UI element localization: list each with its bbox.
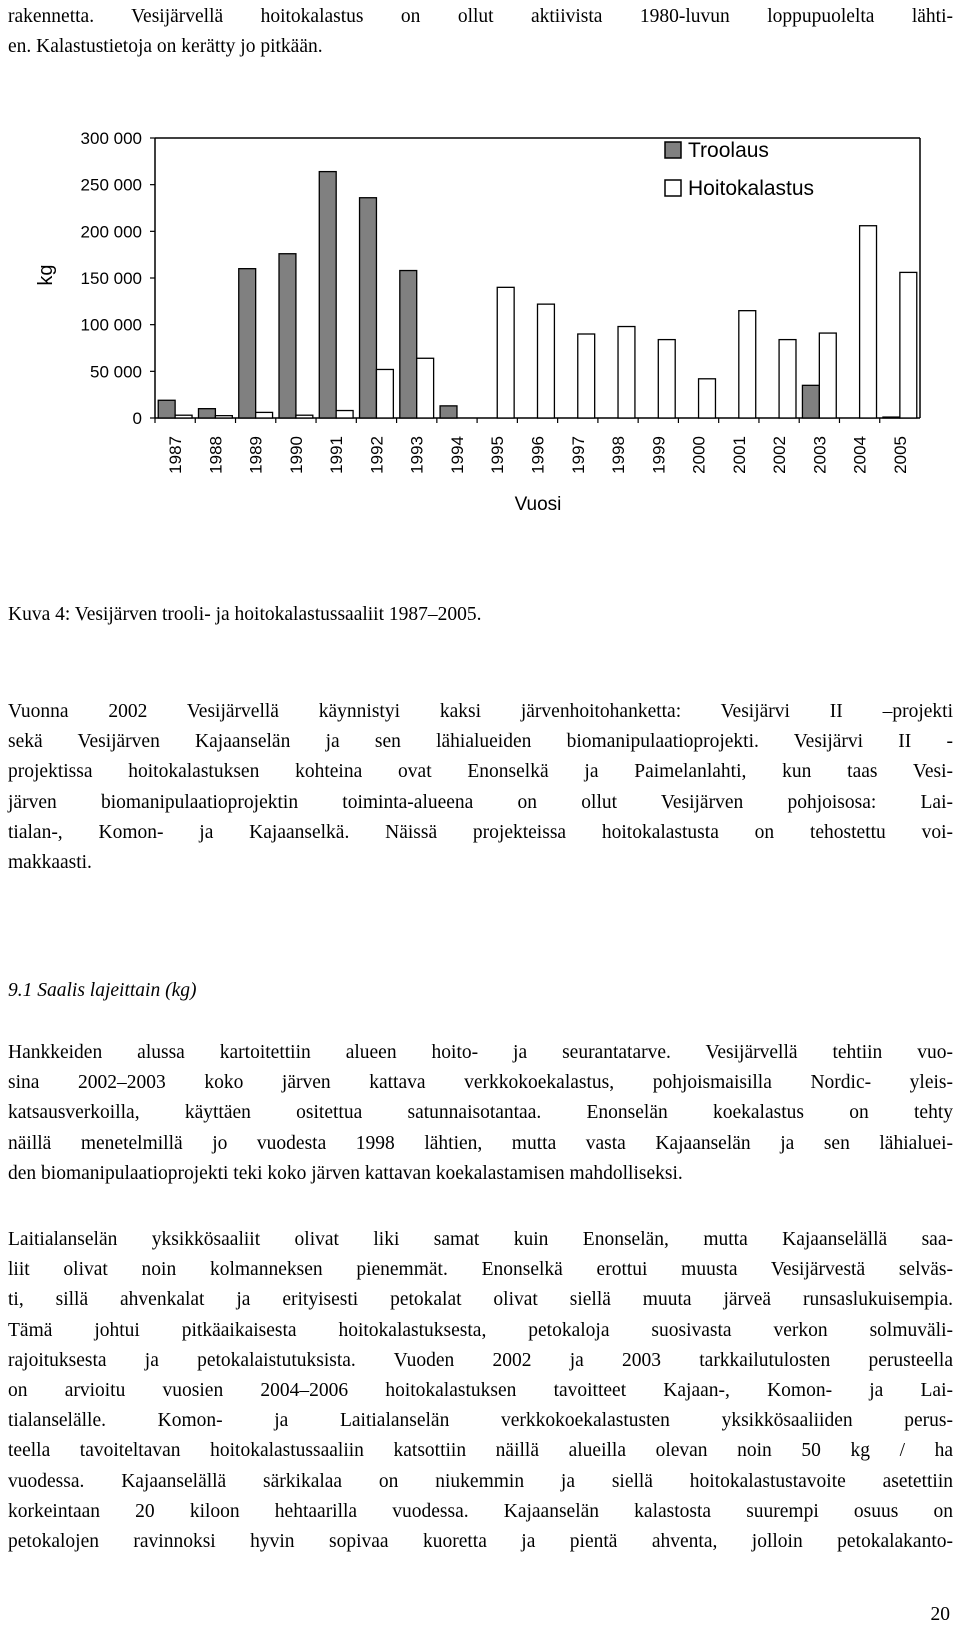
x-tick-label: 1999: [649, 436, 669, 474]
text-line: petokalojen ravinnoksi hyvin sopivaa kuoretta ja pientä ahventa, jolloin petokalakanto-: [8, 1531, 953, 1553]
text-line: näillä menetelmillä jo vuodesta 1998 lähtien, mutta vasta Kajaanselän ja sen lähialuei-: [8, 1132, 953, 1154]
bar-troolaus: [279, 254, 296, 418]
text-line: Tämä johtui pitkäaikaisesta hoitokalastuksesta, petokaloja suosivasta verkon solmuväli-: [8, 1319, 953, 1341]
text-line: korkeintaan 20 kiloon hehtaarilla vuodessa. Kajaanselän kalastosta suurempi osuus on: [8, 1500, 953, 1522]
bar-hoitokalastus: [739, 311, 756, 418]
text-line: rakennetta. Vesijärvellä hoitokalastus on ollut aktiivista 1980-luvun loppupuolelta lähti-: [8, 6, 953, 27]
y-tick-label: 200 000: [80, 222, 142, 242]
text-line: projektissa hoitokalastuksen kohteina ovat Enonselkä ja Paimelanlahti, kun taas Vesi-: [8, 761, 953, 783]
y-tick-label: 250 000: [80, 175, 142, 195]
x-tick-label: 1994: [447, 436, 467, 474]
bar-troolaus: [319, 172, 336, 418]
x-tick-label: 1991: [327, 436, 347, 474]
bar-troolaus: [239, 269, 256, 418]
text-line: tialanselälle. Komon- ja Laitialanselän verkkokoekalastusten yksikkösaaliiden perus-: [8, 1410, 953, 1432]
bar-hoitokalastus: [376, 369, 393, 418]
y-tick-label: 100 000: [80, 315, 142, 335]
legend-label: Hoitokalastus: [688, 177, 815, 200]
text-line: den biomanipulaatioprojekti teki koko järven kattavan koekalastamisen mahdolliseksi.: [8, 1162, 683, 1184]
bar-hoitokalastus: [417, 358, 434, 418]
x-tick-label: 1992: [367, 436, 387, 474]
x-tick-label: 1990: [286, 436, 306, 474]
bar-troolaus: [360, 198, 377, 418]
bar-hoitokalastus: [860, 226, 877, 418]
y-tick-label: 0: [132, 409, 142, 428]
bar-hoitokalastus: [296, 415, 313, 418]
text-line: en. Kalastustietoja on kerätty jo pitkään.: [8, 36, 323, 58]
bar-hoitokalastus: [497, 287, 514, 418]
x-tick-label: 2005: [890, 436, 910, 474]
text-line: rajoituksesta ja petokalaistutuksista. Vuoden 2002 ja 2003 tarkkailutulosten perusteella: [8, 1349, 953, 1371]
bar-troolaus: [802, 385, 819, 418]
text-line: Laitialanselän yksikkösaaliit olivat liki samat kuin Enonselän, mutta Kajaanselällä saa-: [8, 1229, 953, 1250]
bar-hoitokalastus: [215, 416, 232, 418]
x-tick-label: 2001: [729, 436, 749, 474]
bar-troolaus: [440, 406, 457, 418]
x-axis-ticks: [155, 418, 910, 474]
x-tick-label: 1995: [488, 435, 508, 474]
text-line: teella tavoiteltavan hoitokalastussaaliin katsottiin näillä alueilla olevan noin 50 kg / ha: [8, 1440, 953, 1462]
x-tick-label: 2004: [850, 436, 870, 474]
text-line: liit olivat noin kolmanneksen pienemmät. Enonselkä erottui muusta Vesijärvestä selväs-: [8, 1259, 953, 1281]
bar-hoitokalastus: [538, 304, 555, 418]
x-tick-label: 1987: [166, 436, 186, 474]
bar-hoitokalastus: [779, 340, 796, 418]
bar-hoitokalastus: [175, 415, 192, 418]
y-tick-label: 50 000: [90, 362, 142, 382]
bar-series: [158, 172, 917, 418]
bar-chart: [0, 100, 960, 540]
text-line: järven biomanipulaatioprojektin toiminta-alueena on ollut Vesijärven pohjoisosa: Lai-: [8, 791, 953, 813]
text-line: sekä Vesijärven Kajaanselän ja sen lähialueiden biomanipulaatioprojekti. Vesijärvi II -: [8, 731, 953, 753]
x-tick-label: 1996: [528, 436, 548, 474]
y-axis-ticks: [81, 129, 155, 428]
legend-swatch: [665, 180, 681, 196]
text-line: Hankkeiden alussa kartoitettiin alueen hoito- ja seurantatarve. Vesijärvellä tehtiin vuo-: [8, 1042, 953, 1063]
bar-hoitokalastus: [336, 411, 353, 418]
bar-hoitokalastus: [658, 340, 675, 418]
x-tick-label: 1989: [246, 436, 266, 474]
section-heading: 9.1 Saalis lajeittain (kg): [8, 980, 197, 1001]
y-tick-label: 300 000: [80, 129, 142, 148]
text-line: katsausverkoilla, käyttäen ositettua satunnaisotantaa. Enonselän koekalastus on tehty: [8, 1102, 953, 1124]
x-tick-label: 2002: [770, 436, 790, 474]
x-tick-label: 2003: [810, 436, 830, 474]
x-axis-label: Vuosi: [514, 494, 562, 515]
page-number: 20: [930, 1604, 950, 1625]
bar-troolaus: [198, 409, 215, 418]
paragraph-3: [8, 1225, 953, 1557]
bar-hoitokalastus: [578, 334, 595, 418]
x-tick-label: 1998: [609, 436, 629, 474]
text-line: Vuonna 2002 Vesijärvellä käynnistyi kaksi järvenhoitohanketta: Vesijärvi II –projekti: [8, 701, 953, 722]
figure-caption: Kuva 4: Vesijärven trooli- ja hoitokalastussaaliit 1987–2005.: [8, 604, 482, 625]
bar-hoitokalastus: [699, 379, 716, 418]
text-line: makkaasti.: [8, 852, 92, 874]
bar-hoitokalastus: [618, 327, 635, 418]
bar-troolaus: [400, 271, 417, 418]
y-axis-label: kg: [35, 264, 57, 286]
legend-label: Troolaus: [688, 139, 769, 162]
bar-hoitokalastus: [900, 272, 917, 418]
x-tick-label: 1993: [407, 436, 427, 474]
paragraph-1: [8, 697, 953, 878]
legend-swatch: [665, 142, 681, 158]
bar-hoitokalastus: [819, 333, 836, 418]
x-tick-label: 1997: [568, 436, 588, 474]
text-line: ti, sillä ahvenkalat ja erityisesti petokalat olivat siellä muuta järveä runsaslukuisempia.: [8, 1289, 953, 1311]
text-line: on arvioitu vuosien 2004–2006 hoitokalastuksen tavoitteet Kajaan-, Komon- ja Lai-: [8, 1380, 953, 1402]
x-tick-label: 2000: [689, 436, 709, 474]
bar-troolaus: [158, 400, 175, 418]
chart-legend: [665, 139, 814, 200]
text-line: tialan-, Komon- ja Kajaanselkä. Näissä projekteissa hoitokalastusta on tehostettu voi-: [8, 821, 953, 843]
text-line: sina 2002–2003 koko järven kattava verkkokoekalastus, pohjoismaisilla Nordic- yleis-: [8, 1072, 953, 1094]
y-tick-label: 150 000: [80, 269, 142, 288]
x-tick-label: 1988: [206, 436, 226, 474]
intro-paragraph: [8, 2, 953, 62]
bar-hoitokalastus: [256, 412, 273, 418]
text-line: vuodessa. Kajaanselällä särkikalaa on niukemmin ja siellä hoitokalastustavoite asetettiin: [8, 1470, 953, 1492]
bar-troolaus: [883, 417, 900, 418]
paragraph-2: [8, 1038, 953, 1189]
